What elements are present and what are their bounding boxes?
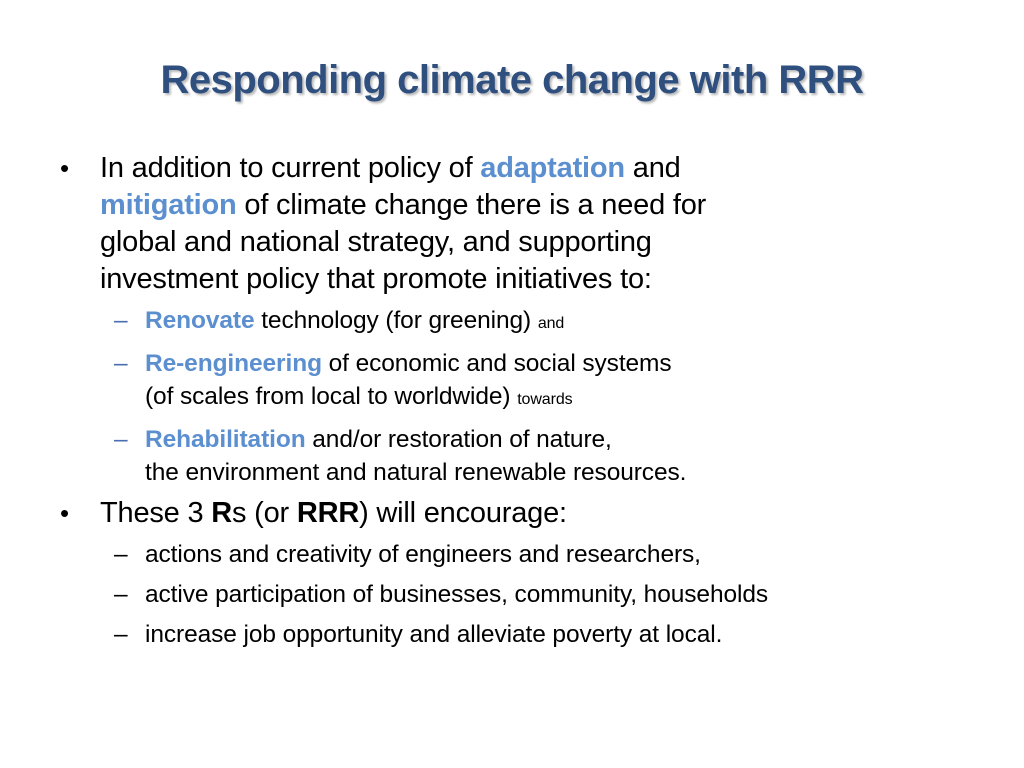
dash-icon: –: [114, 350, 128, 377]
sub-bullet-item: [52, 618, 992, 651]
dash-icon: –: [114, 426, 128, 453]
sub-bullet-item: [52, 423, 992, 489]
slide-title: Responding climate change with RRR: [160, 58, 864, 102]
sub-bullet-item: [52, 578, 992, 611]
bullet-line: global and national strategy, and supporting: [100, 226, 652, 258]
keyword-rehabilitation: Rehabilitation: [145, 426, 306, 453]
bullet-text: In addition to current policy of: [100, 152, 481, 184]
sub-bullet-line: the environment and natural renewable resources.: [145, 459, 687, 486]
bullet-item: [52, 495, 992, 532]
keyword-mitigation: mitigation: [100, 189, 237, 221]
sub-bullet-line: [145, 423, 992, 456]
dash-icon: –: [114, 581, 128, 608]
bullet-text: These 3: [100, 497, 212, 529]
bullet-line: [100, 150, 992, 187]
bullet-line: investment policy that promote initiatives to:: [100, 263, 652, 295]
dash-icon: –: [114, 541, 128, 568]
sub-bullet-item: [52, 538, 992, 571]
bullet-icon: •: [60, 498, 69, 528]
sub-bullet-text: of economic and social systems: [321, 350, 672, 377]
slide-body: [52, 150, 992, 651]
bullet-text: and: [624, 152, 681, 184]
sub-bullet-line: actions and creativity of engineers and researchers,: [145, 541, 701, 568]
bullet-line: [100, 495, 992, 532]
sub-bullet-text: technology (for greening): [254, 307, 538, 334]
sub-bullet-item: [52, 347, 992, 416]
sub-bullet-item: [52, 304, 992, 340]
dash-icon: –: [114, 621, 128, 648]
sub-bullet-line: [145, 380, 992, 416]
bullet-text: ) will encourage:: [359, 497, 567, 529]
sub-bullet-text: (of scales from local to worldwide): [145, 383, 518, 410]
bullet-icon: •: [60, 153, 69, 183]
sub-bullet-line: [145, 347, 992, 380]
sub-bullet-line: active participation of businesses, community, households: [145, 581, 769, 608]
bullet-item: [52, 150, 992, 298]
keyword-renovate: Renovate: [145, 307, 255, 334]
dash-icon: –: [114, 307, 128, 334]
sub-bullet-line: increase job opportunity and alleviate poverty at local.: [145, 621, 723, 648]
bullet-line: [100, 187, 992, 224]
r-letter: R: [211, 497, 232, 529]
keyword-adaptation: adaptation: [480, 152, 625, 184]
keyword-re-engineering: Re-engineering: [145, 350, 322, 377]
sub-bullet-line: [145, 304, 992, 340]
bullet-text: s (or: [232, 497, 297, 529]
bullet-text: of climate change there is a need for: [236, 189, 707, 221]
connector-word: and: [537, 315, 565, 332]
sub-bullet-text: and/or restoration of nature,: [305, 426, 612, 453]
rrr-acronym: RRR: [296, 497, 360, 529]
connector-word: towards: [517, 391, 573, 408]
